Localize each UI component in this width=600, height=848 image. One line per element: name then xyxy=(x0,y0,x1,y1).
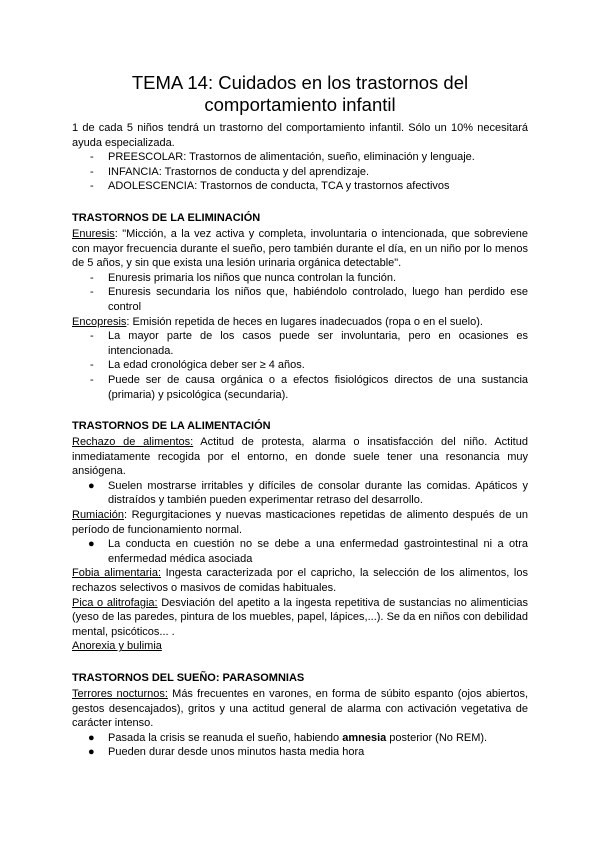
bullet-marker: ● xyxy=(88,731,95,744)
section-eliminacion xyxy=(72,211,528,402)
list-item: - Enuresis secundaria los niños que, habiéndolo controlado, luego han perdido ese control xyxy=(90,286,528,313)
dash-marker: - xyxy=(90,359,94,372)
section-alimentacion xyxy=(72,419,528,654)
enuresis-definition: Enuresis: "Micción, a la vez activa y completa, involuntaria o intencionada, que sobreviene con mayor frecuencia durante el sueño, pero también durante el día, en un niño por lo menos de 5 años, y sin que exista una lesión urinaria orgánica detectable". xyxy=(72,227,528,270)
dash-marker: - xyxy=(90,286,94,299)
dash-marker: - xyxy=(90,180,94,193)
encopresis-definition: Encopresis: Emisión repetida de heces en lugares inadecuados (ropa o en el suelo). xyxy=(72,315,483,328)
dash-marker: - xyxy=(90,151,94,164)
intro-list xyxy=(72,150,528,194)
list-item: ● Pasada la crisis se reanuda el sueño, habiendo amnesia posterior (No REM). xyxy=(88,731,488,744)
rechazo-definition: Rechazo de alimentos: Actitud de protesta, alarma o insatisfacción del niño. Actitud inmediatamente recogida por el entorno, en donde suele tener una resonancia muy ansiógena. xyxy=(72,436,528,478)
list-item: - La mayor parte de los casos puede ser involuntaria, pero en ocasiones es intencionada. xyxy=(90,330,528,357)
bullet-marker: ● xyxy=(88,538,95,551)
terrores-list xyxy=(72,731,528,760)
list-item: - La edad cronológica deber ser ≥ 4 años. xyxy=(90,359,305,372)
rumiacion-list xyxy=(72,537,528,566)
fobia-definition: Fobia alimentaria: Ingesta caracterizada por el capricho, la selección de los alimentos, los rechazos selectivos o masivos de comidas habituales. xyxy=(72,567,528,595)
page-title: TEMA 14: Cuidados en los trastornos del comportamiento infantil xyxy=(131,72,469,115)
enuresis-list xyxy=(72,271,528,315)
dash-marker: - xyxy=(90,373,94,386)
section-heading: TRASTORNOS DE LA ELIMINACIÓN xyxy=(72,211,261,224)
section-heading: TRASTORNOS DE LA ALIMENTACIÓN xyxy=(72,420,271,433)
list-item: ● Suelen mostrarse irritables y difíciles de consolar durante las comidas. Apáticos y distraídos y también pueden experimentar retraso del desarrollo. xyxy=(88,479,528,507)
list-item: ● Pueden durar desde unos minutos hasta media hora xyxy=(88,746,365,759)
list-item: - Puede ser de causa orgánica o a efectos fisiológicos directos de una sustancia (primaria) y psicológica (secundaria). xyxy=(90,373,528,401)
section-sueno xyxy=(72,671,528,760)
list-item: - Enuresis primaria los niños que nunca controlan la función. xyxy=(90,271,396,284)
encopresis-list xyxy=(72,329,528,402)
anorexia-heading: Anorexia y bulimia xyxy=(72,640,162,653)
terrores-definition: Terrores nocturnos: Más frecuentes en varones, en forma de súbito espanto (ojos abiertos, gestos desencajados), gritos y una actitud general de alarma con activación vegetativa de carácter intenso. xyxy=(72,688,529,730)
bullet-marker: ● xyxy=(88,479,95,492)
dash-marker: - xyxy=(90,330,94,343)
dash-marker: - xyxy=(90,165,94,178)
bullet-marker: ● xyxy=(88,746,95,759)
section-heading: TRASTORNOS DEL SUEÑO: PARASOMNIAS xyxy=(72,672,305,684)
list-item: - INFANCIA: Trastornos de conducta y del aprendizaje. xyxy=(90,165,370,178)
list-item: ● La conducta en cuestión no se debe a una enfermedad gastrointestinal ni a otra enfermedad médica asociada xyxy=(88,538,528,565)
dash-marker: - xyxy=(90,271,94,284)
list-item: - ADOLESCENCIA: Trastornos de conducta, TCA y trastornos afectivos xyxy=(90,180,450,193)
pica-definition: Pica o alitrofagia: Desviación del apetito a la ingesta repetitiva de sustancias no alimenticias (yeso de las paredes, pintura de los muebles, papel, lápices,...). Se da en niños con debilidad mental, psicóticos... . xyxy=(72,596,528,638)
intro-paragraph: 1 de cada 5 niños tendrá un trastorno del comportamiento infantil. Sólo un 10% necesitará ayuda especializada. xyxy=(72,122,528,149)
list-item: - PREESCOLAR: Trastornos de alimentación, sueño, eliminación y lenguaje. xyxy=(90,151,475,164)
rechazo-list xyxy=(72,479,528,508)
rumiacion-definition: Rumiación: Regurgitaciones y nuevas masticaciones repetidas de alimento después de un período de funcionamiento normal. xyxy=(72,509,528,536)
